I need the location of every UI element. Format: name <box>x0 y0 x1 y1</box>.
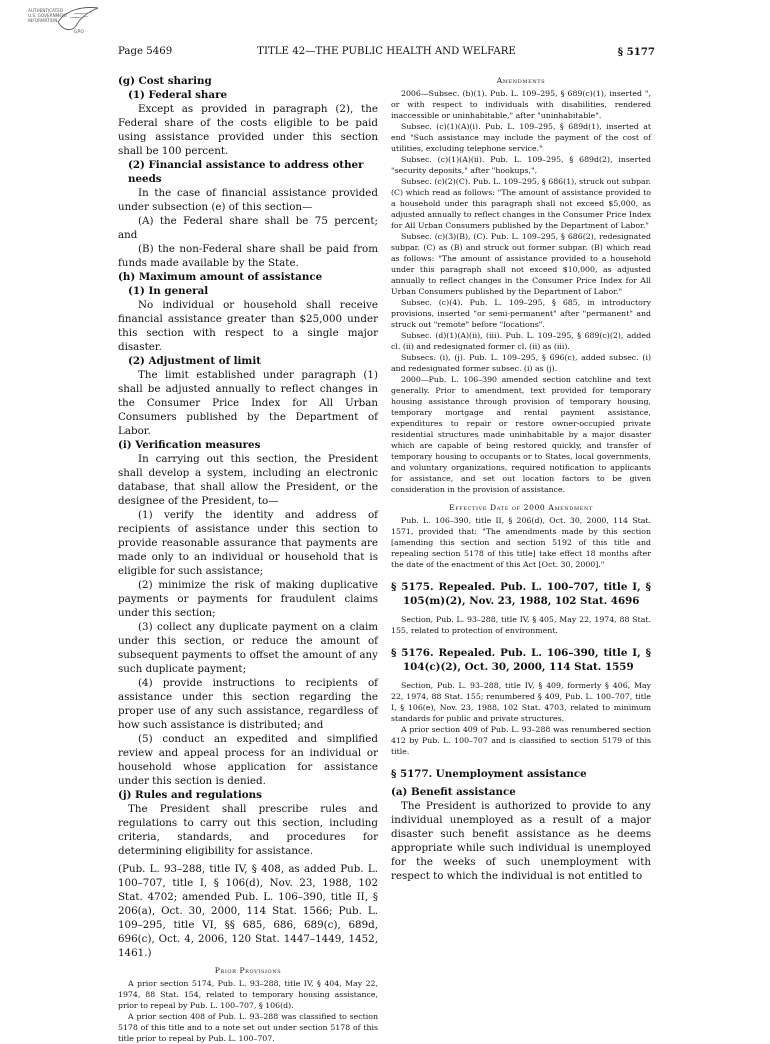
body-text-g1: Except as provided in paragraph (2), the Federal share of the costs eligible to be paid using assistance provided under this section shall be 100 percent. <box>118 103 378 157</box>
clause-i-1: (1) verify the identity and address of recipients of assistance under this section to provide reasonable assurance that payments are made only to an individual or household that is eligible for such assistance; <box>118 509 378 577</box>
section-5177-heading: § 5177. Unemployment assistance <box>391 768 587 780</box>
source-credit-note: (Pub. L. 93–288, title IV, § 408, as added Pub. L. 100–707, title I, § 106(d), Nov. 23, 1988, 102 Stat. 4702; amended Pub. L. 106–390, title II, § 206(a), Oct. 30, 2000, 114 Stat. 1566; Pub. L. 109–295, title VI, §§ 685, 686, 689(c), 689d, 696(c), Oct. 4, 2006, 120 Stat. 1447–1449, 1452, 1461.) <box>118 863 378 959</box>
clause-i-3: (3) collect any duplicate payment on a claim under this section, or reduce the amount of subsequent payments to offset the amount of any such duplicate payment; <box>118 621 378 675</box>
section-5175-heading: § 5175. Repealed. Pub. L. 100–707, title I, § 105(m)(2), Nov. 23, 1988, 102 Stat. 4696 <box>391 581 651 607</box>
amendment-note: 2006—Subsec. (b)(1). Pub. L. 109–295, § 689(c)(1), inserted ", or with respect to individuals with disabilities, rendered inaccessible or uninhabitable," after "uninhabitable". <box>391 89 651 120</box>
amendment-note: Subsec. (c)(1)(A)(ii). Pub. L. 109–295, § 689d(2), inserted "security deposits," after "hookups,". <box>391 155 651 175</box>
amendment-note: Subsecs. (i), (j). Pub. L. 109–295, § 696(c), added subsec. (i) and redesignated former subsec. (i) as (j). <box>391 353 651 373</box>
title-heading: TITLE 42—THE PUBLIC HEALTH AND WELFARE <box>257 46 516 57</box>
clause-g2-b: (B) the non-Federal share shall be paid from funds made available by the State. <box>118 243 378 269</box>
section-number: § 5177 <box>617 46 655 58</box>
clause-i-4: (4) provide instructions to recipients of assistance under this section regarding the proper use of any such assistance, regardless of how such assistance is distributed; and <box>118 677 378 731</box>
clause-g2-a: (A) the Federal share shall be 75 percent; and <box>118 215 378 241</box>
subsection-heading-a: (a) Benefit assistance <box>391 786 516 798</box>
eagle-icon <box>58 8 98 30</box>
effective-date-note: Pub. L. 106–390, title II, § 206(d), Oct. 30, 2000, 114 Stat. 1571, provided that: "The amendments made by this section [amending this section and section 5192 of this title and repealing section 5178 of this title] take effect 18 months after the date of the enactment of this Act [Oct. 30, 2000]." <box>391 516 651 569</box>
clause-i-2: (2) minimize the risk of making duplicative payments or payments for fraudulent claims under this section; <box>118 579 378 619</box>
body-text-i: In carrying out this section, the President shall develop a system, including an electronic database, that shall allow the President, or the designee of the President, to— <box>118 453 378 507</box>
amendment-note: 2000—Pub. L. 106–390 amended section catchline and text generally. Prior to amendment, text provided for temporary housing assistance through provision of temporary housing, temporary mortgage and rental payment assistance, expenditures to repair or restore owner-occupied private residential structures made uninhabitable by a major disaster which are capable of being restored quickly, and transfer of temporary housing to occupants or to States, local governments, and voluntary organizations, required notification to applicants for assistance, and set out location factors to be given consideration in the provision of assistance. <box>391 375 651 494</box>
seal-line-4: GPO <box>74 30 84 35</box>
paragraph-heading-h2: (2) Adjustment of limit <box>128 355 261 367</box>
seal-line-2: U.S. GOVERNMENT <box>28 13 68 18</box>
body-text-h2: The limit established under paragraph (1) shall be adjusted annually to reflect changes in the Consumer Price Index for All Urban Consumers published by the Department of Labor. <box>118 369 378 437</box>
seal-line-1: AUTHENTICATED <box>28 8 64 13</box>
body-text-h1: No individual or household shall receive financial assistance greater than $25,000 under this section with respect to a single major disaster. <box>118 299 378 353</box>
section-5176-heading: § 5176. Repealed. Pub. L. 106–390, title I, § 104(c)(2), Oct. 30, 2000, 114 Stat. 1559 <box>391 647 651 673</box>
right-column <box>391 74 651 883</box>
gpo-authentication-seal <box>14 4 118 36</box>
paragraph-heading-g1: (1) Federal share <box>128 89 228 101</box>
amendment-note: Subsec. (c)(3)(B), (C). Pub. L. 109–295, § 686(2), redesignated subpar. (C) as (B) and struck out former subpar. (B) which read as follows: "The amount of assistance provided to a household under this paragraph shall not exceed $10,000, as adjusted annually to reflect changes in the Consumer Price Index for All Urban Consumers published by the Department of Labor." <box>391 232 651 296</box>
paragraph-heading-g2: (2) Financial assistance to address other needs <box>128 159 364 185</box>
subsection-heading-h: (h) Maximum amount of assistance <box>118 271 323 283</box>
effective-date-heading: Effective Date of 2000 Amendment <box>449 503 593 512</box>
prior-provisions-heading: Prior Provisions <box>214 966 282 975</box>
amendment-note: Subsec. (c)(2)(C). Pub. L. 109–295, § 686(1), struck out subpar. (C) which read as follows: "The amount of assistance provided to a household under this paragraph shall not exceed $5,000, as adjusted annually to reflect changes in the Consumer Price Index for All Urban Consumers published by the Department of Labor." <box>391 177 651 230</box>
paragraph-heading-h1: (1) In general <box>128 285 209 297</box>
subsection-heading-i: (i) Verification measures <box>118 439 261 451</box>
amendment-note: Subsec. (c)(1)(A)(i). Pub. L. 109–295, § 689d(1), inserted at end "Such assistance may include the payment of the cost of utilities, excluding telephone service." <box>391 122 651 153</box>
section-5175-note: Section, Pub. L. 93–288, title IV, § 405, May 22, 1974, 88 Stat. 155, related to protection of environment. <box>391 615 651 635</box>
prior-provision-note-1: A prior section 5174, Pub. L. 93–288, title IV, § 404, May 22, 1974, 88 Stat. 154, related to temporary housing assistance, prior to repeal by Pub. L. 100–707, § 106(d). <box>118 979 378 1010</box>
section-5176-note-1: Section, Pub. L. 93–288, title IV, § 409, formerly § 406, May 22, 1974, 88 Stat. 155; renumbered § 409, Pub. L. 100–707, title I, § 106(e), Nov. 23, 1988, 102 Stat. 4703, related to minimum standards for public and private structures. <box>391 681 651 723</box>
amendment-note: Subsec. (d)(1)(A)(ii), (iii). Pub. L. 109–295, § 689(c)(2), added cl. (ii) and redesignated former cl. (ii) as (iii). <box>391 331 651 351</box>
subsection-heading-g: (g) Cost sharing <box>118 75 212 87</box>
clause-i-5: (5) conduct an expedited and simplified review and appeal process for an individual or household whose application for assistance under this section is denied. <box>118 733 378 787</box>
seal-line-3: INFORMATION <box>28 18 58 23</box>
body-text-a: The President is authorized to provide to any individual unemployed as a result of a major disaster such benefit assistance as he deems appropriate while such individual is unemployed for the weeks of such unemployment with respect to which the individual is not entitled to <box>391 800 651 882</box>
prior-provision-note-2: A prior section 408 of Pub. L. 93–288 was classified to section 5178 of this title and to a note set out under section 5178 of this title prior to repeal by Pub. L. 100–707. <box>118 1012 378 1043</box>
body-text-j: The President shall prescribe rules and regulations to carry out this section, including criteria, standards, and procedures for determining eligibility for assistance. <box>118 803 378 857</box>
left-column <box>118 74 378 1044</box>
body-text-g2: In the case of financial assistance provided under subsection (e) of this section— <box>118 187 378 213</box>
section-5176-note-2: A prior section 409 of Pub. L. 93–288 was renumbered section 412 by Pub. L. 100–707 and is classified to section 5179 of this title. <box>391 725 651 756</box>
page-number: Page 5469 <box>118 46 173 57</box>
subsection-heading-j: (j) Rules and regulations <box>118 789 262 801</box>
amendments-heading: Amendments <box>496 76 546 85</box>
amendment-note: Subsec. (c)(4). Pub. L. 109–295, § 685, in introductory provisions, inserted "or semi-permanent" after "permanent" and struck out "remote" before "locations". <box>391 298 651 329</box>
running-header <box>118 46 655 60</box>
